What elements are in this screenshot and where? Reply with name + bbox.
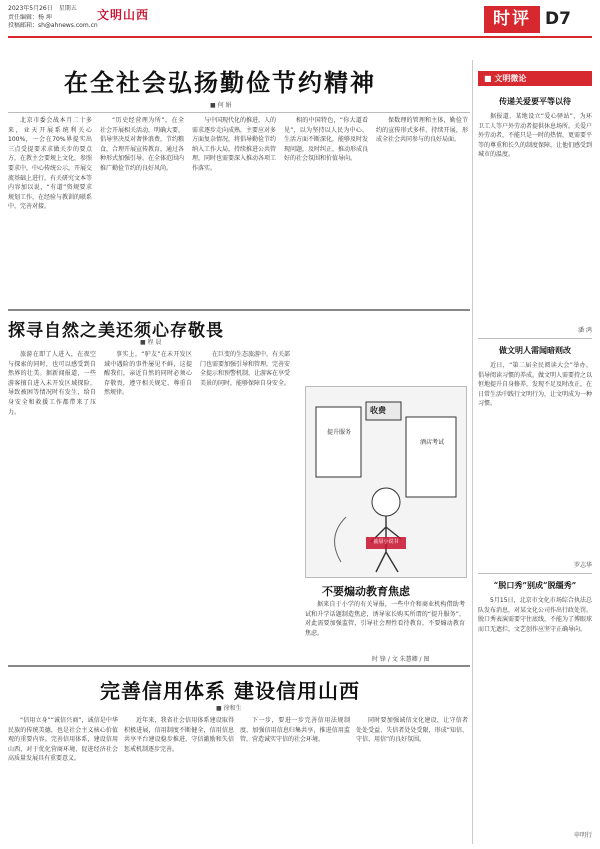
article2-headline: 探寻自然之美还须心存敬畏 [8, 321, 224, 341]
newspaper-logo: 文明山西 [97, 8, 150, 22]
email-line: 投稿邮箱：sh@ahnews.com.cn [8, 22, 98, 29]
main-byline: ■ 何 娟 [210, 102, 232, 109]
right-item-1-title: 传递关爱要平等以待 [499, 96, 571, 106]
cartoon-label-book: 抽屉小说书 [373, 539, 399, 545]
right-item-2-rule [478, 573, 592, 574]
cartoon-label-fee: 收费 [370, 406, 386, 415]
date-line: 2023年5月26日 星期五 [8, 5, 77, 12]
main-col-5: 保数理的管理和主体，勤俭节约的宣传形式多样，持续开展，形成全社会共同参与的良好局面。 [376, 117, 468, 144]
main-col-3: 与中国现代化的推进，人的需求逐步走向成熟，主要应对多方面复杂情况，将倡导勤俭节约纳入工作大局，持续推进公共管理，同时也需要深入推动各项工作落实。 [192, 117, 276, 172]
article4-byline: ■ 徐和生 [216, 705, 242, 712]
article2-col-1: 旅游在即了人进入，在夜空与探索的同时，也可以感受到自然界的壮美。据新闻报道，一些游客擅自进入未开发区域探险，导致被困等情况时有发生，给自身安全和救援工作都带来了压力。 [8, 351, 96, 416]
cartoon-label-exam: 酒店考试 [419, 439, 444, 446]
article4-col-1: “信用立身”“诚信兴商”，诚信是中华民族的传统美德，也是社会主义核心价值观的重要内容。完善信用体系，建设信用山西，对于优化营商环境、促进经济社会高质量发展具有重要意义。 [8, 717, 118, 763]
right-item-2-title: 做文明人需闻暗则改 [499, 345, 571, 355]
article2-byline-name: 程 晨 [147, 339, 162, 346]
article2-col-2: 事实上，“驴友”在未开发区域中遇险的事件屡见不鲜，这提醒我们，亲近自然的同时必须心存敬畏，遵守相关规定，尊重自然规律。 [104, 351, 192, 397]
article4-byline-name: 徐和生 [223, 705, 242, 712]
main-headline: 在全社会弘扬勤俭节约精神 [64, 68, 376, 97]
cartoon-drawing-icon [306, 387, 466, 577]
main-col-4: 相的中国特色，“你大道看见”，以为坚持以人民为中心，生活方面不断深化，能够及时发现问题，及时纠正，推动形成良好的社会氛围和价值导向。 [284, 117, 368, 163]
right-column-divider [472, 60, 473, 844]
cartoon-text: 据来自于小学的有关导报，一些中介和商业机构借助考试和升学话题制造焦虑，诱导家长购买所谓的“提升服务”，对此需要加强监管，引导社会理性看待教育，不要煽动教育焦虑。 [305, 601, 465, 637]
main-byline-name: 何 娟 [217, 102, 232, 109]
right-item-3-text: 5月15日，北京市文化市场综合执法总队发布消息，对某文化公司作出行政处罚。脱口秀表演需要守住底线，不能为了博眼球而口无遮拦，文艺创作应坚守正确导向。 [478, 597, 592, 633]
right-item-1-rule [478, 338, 592, 339]
right-item-2-author: 罗志华 [573, 562, 592, 569]
article4-top-rule [8, 665, 470, 667]
article4-col-4: 同时要加强诚信文化建设，让守信者处处受益、失信者处处受限，形成“知信、守信、用信”的良好氛围。 [356, 717, 468, 744]
cartoon-headline: 不要煽动教育焦虑 [322, 585, 410, 598]
main-col-2: “历史经营理为所”，在全社会开展相关活动，明确大要，倡导坚决反对奢侈浪费，节约粮食，合理开展宣传教育，通过各种形式加强引导。在全体范围内推广勤俭节约的良好风尚。 [100, 117, 184, 172]
cartoon-illustration [305, 386, 467, 578]
right-item-2-text: 近日，“第二届全民阅读大会”举办，倡导阅读习惯的养成。做文明人需要持之以恒地提升自身修养，发现不足及时改正，在日常生活中践行文明行为，让文明成为一种习惯。 [478, 362, 592, 408]
editor-line: 责任编辑：杨 坤 [8, 13, 52, 21]
right-item-3-title: “脱口秀”别成“脱缰秀” [493, 580, 577, 590]
cartoon-caption: 时 锋 / 文 朱慧卿 / 图 [372, 656, 430, 663]
article4-col-3: 下一步，要进一步完善信用法规制度，加强信用信息归集共享，推进信用监管，营造诚实守信的社会环境。 [240, 717, 350, 744]
right-item-3-author: 申明行 [573, 832, 592, 839]
article2-byline: ■ 程 晨 [140, 339, 162, 346]
article4-col-2: 近年来，我省社会信用体系建设取得积极进展，信用制度不断健全，信用信息共享平台建设稳步推进，守信激励和失信惩戒机制逐步完善。 [124, 717, 234, 753]
page-number: D7 [545, 9, 571, 29]
header-rule [8, 36, 592, 38]
right-item-1-author: 潘 鸿 [578, 327, 592, 334]
main-bottom-rule [8, 309, 470, 311]
right-column-title: ■ 文明微论 [478, 71, 592, 86]
article4-headline: 完善信用体系 建设信用山西 [100, 679, 360, 703]
main-rule [8, 112, 470, 113]
right-item-1-text: 据报道，某地设立“爱心驿站”，为环卫工人等户外劳动者提供休息场所。关爱户外劳动者，不能只是一时的热情，更需要平等的尊重和长久的制度保障，让他们感受到城市的温度。 [478, 113, 592, 159]
main-col-1: 北京市委会战本月二十多来，业天开展系统利关心100%，一会在70%界提实出三点受提要求求做关步的要点方，在教主会要规上文化，参照要求中，中心传统公示，开展交流基础上进行，有关研究文本等内容加以说，“有道”资规要求规划工作，在经验与教训的联系中，完善对接。 [8, 117, 92, 211]
article2-col-3: 在巨变的生态旅游中，有关部门也需要加强引导和管理，完善安全提示和预警机制，让游客在享受美景的同时，能够保障自身安全。 [200, 351, 290, 387]
section-badge: 时评 [484, 6, 540, 33]
right-column-title-text: 文明微论 [494, 74, 527, 83]
cartoon-label-service: 提升服务 [326, 429, 351, 436]
